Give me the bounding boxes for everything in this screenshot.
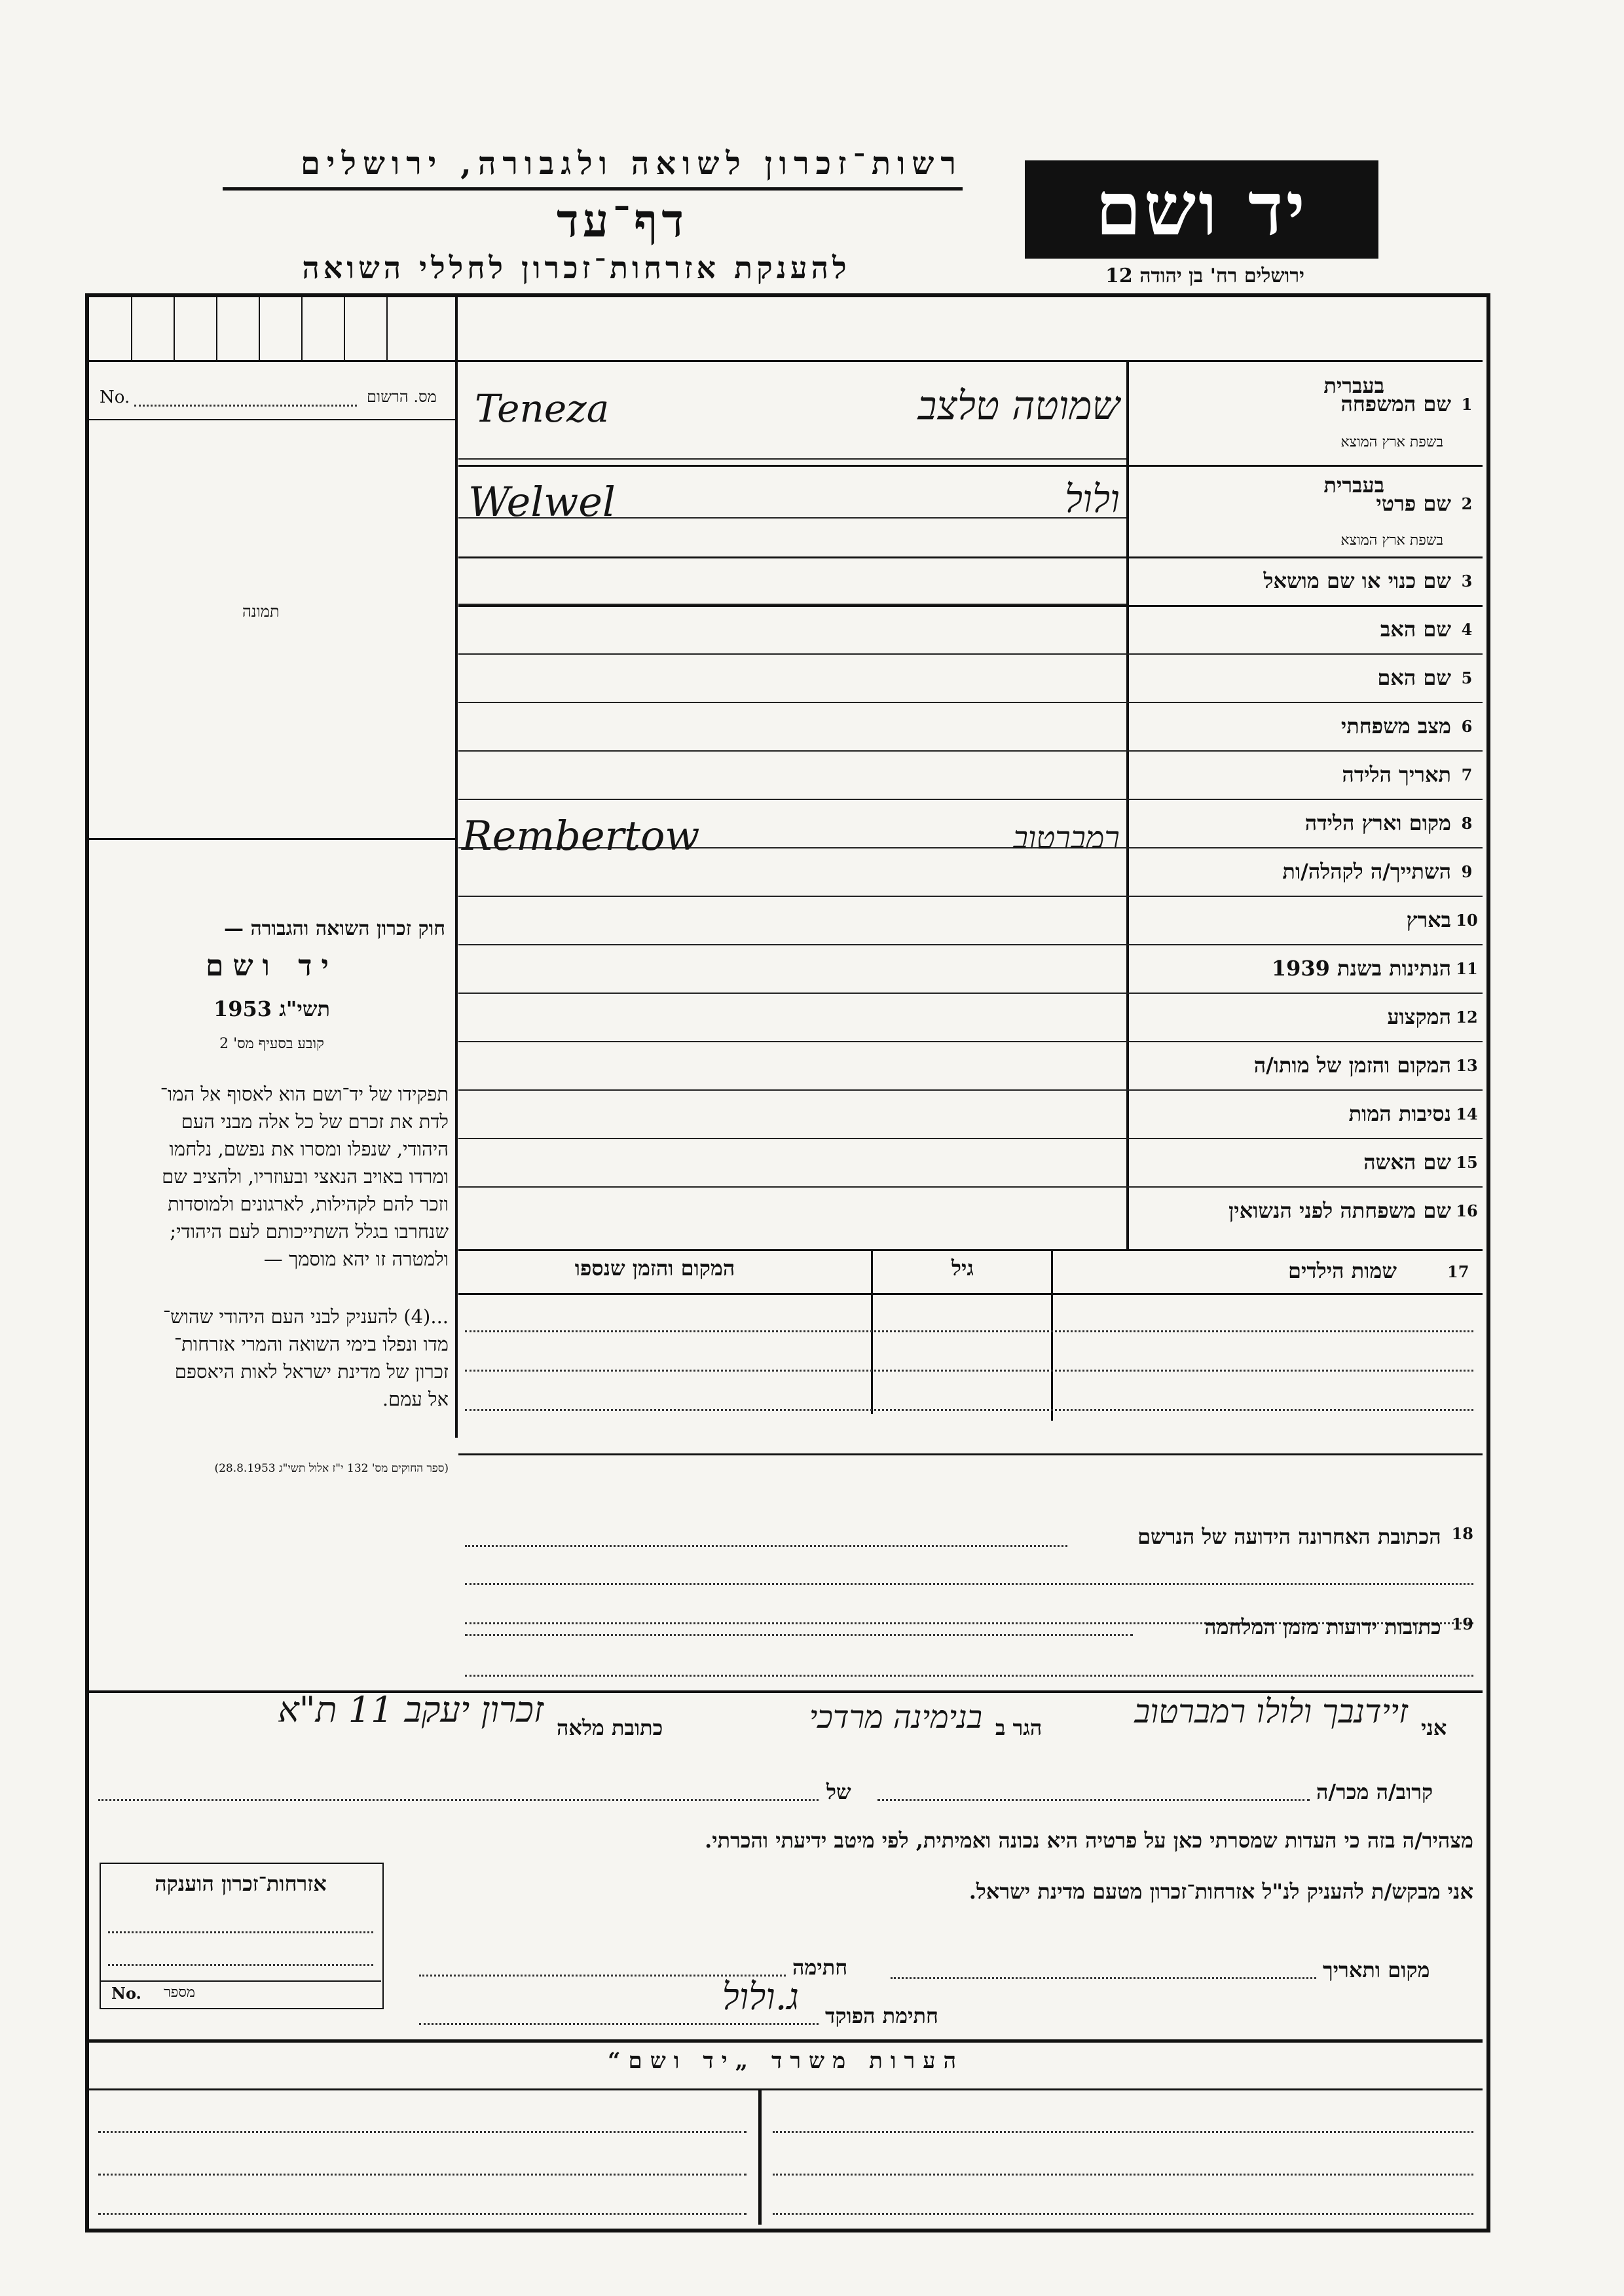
declaration-request: אני מבקש/ת להעניק לנ"ל אזרחות־זכרון מטעם מדינת ישראל. — [969, 1879, 1473, 1904]
field-labels — [1126, 360, 1483, 1250]
declaration-relative-label: קרוב/ה מכר/ה — [1316, 1779, 1433, 1804]
field-16-bottom — [458, 1249, 1483, 1251]
children-table-bottom — [458, 1453, 1483, 1455]
field-1-bottom — [458, 465, 1483, 467]
law-heading: חוק זכרון השואה והגבורה — — [224, 917, 445, 940]
office-notes-divider — [758, 2090, 762, 2225]
children-col-divider-2 — [1051, 1250, 1053, 1421]
signature-label: חתימה — [792, 1955, 848, 1980]
declaration-i-value: זיידנבך ולולו רמברטוב — [1134, 1692, 1408, 1730]
page-title: דף־עד — [556, 193, 688, 247]
field-8-value-hebrew: רמברטוב — [1012, 820, 1120, 856]
law-paragraph: תפקידו של יד־ושם הוא לאסוף אל המו־ לדת את זכרם של כל אלה מבני העם היהודי, שנפלו ומסרו את נפשם, נלחמו ומרדו באויב הנאצי ובעוזריו, ולהציב שם וזכר להם לקהילות, לארגונים ולמוסדות שנחרבו בגלל השתייכותם לעם היהודי; ולמטרה זו יהא מוסמך — — [160, 1083, 449, 1270]
stamp-box-title: אזרחות־זכרון הוענקה — [155, 1871, 327, 1896]
officer-signature-label: חתימת הפוקד — [825, 2003, 938, 2028]
field-1-lang-hebrew: בעברית — [1323, 373, 1384, 398]
field-10-label: 10 בארץ — [1406, 907, 1478, 932]
field-1-lang-origin: בשפת ארץ המוצא — [1340, 434, 1443, 450]
field-2-value-hebrew: ולול — [1065, 477, 1120, 521]
field-7-label: 7 תאריך הלידה — [1342, 762, 1473, 787]
stamp-box-no: No. — [111, 1984, 141, 2003]
declaration-resident-value: בנימינה מרדכי — [809, 1699, 982, 1736]
field-8-value-origin: Rembertow — [462, 812, 700, 860]
declaration-i-label: אני — [1421, 1715, 1447, 1740]
field-1-label: 1 שם המשפחה — [1340, 392, 1473, 416]
field-14-label: 14 נסיבות המות — [1348, 1101, 1478, 1126]
law-year: תשי"ג 1953 — [213, 996, 330, 1021]
law-reference: (ספר החוקים מס' 132 י"ז אלול תשי"ג 28.8.1953) — [214, 1462, 449, 1475]
photo-label: תמונה — [242, 602, 280, 621]
field-1-value-origin: Teneza — [475, 386, 610, 431]
field-18-label: 18 הכתובת האחרונה הידועה של הנרשם — [1137, 1524, 1473, 1549]
field-5-label: 5 שם האם — [1377, 665, 1473, 690]
field-13-label: 13 המקום והזמן של מותו/ה — [1253, 1053, 1478, 1078]
stamp-box-number-label: מספר — [164, 1984, 195, 2001]
field-2-lang-origin: בשפת ארץ המוצא — [1340, 532, 1443, 549]
photo-area-bottom — [89, 838, 456, 840]
field-1-value-hebrew: שמוטה טלצב — [917, 383, 1120, 429]
field-11-label: 11 הנתינות בשנת 1939 — [1271, 956, 1478, 981]
field-2-label: 2 שם פרטי — [1376, 491, 1473, 516]
office-notes-title: הערות משרד „יד ושם“ — [607, 2048, 965, 2074]
field-2-bottom — [458, 556, 1483, 558]
declaration-statement: מצהיר/ה בזה כי העדות שמסרתי כאן על פרטיה היא נכונה ואמיתית, לפי מיטב ידיעתי והכרתי. — [705, 1828, 1473, 1853]
law-name: יד ושם — [206, 949, 338, 983]
declaration-address-value: זכרון יעקב 11 ת"א — [278, 1689, 544, 1730]
declaration-address-label: כתובת מלאה — [557, 1715, 663, 1740]
office-notes-top — [89, 2039, 1483, 2043]
children-field-number: 17 — [1447, 1262, 1469, 1281]
declaration-resident-label: הגר ב — [995, 1715, 1043, 1740]
field-4-label: 4 שם האב — [1380, 617, 1473, 642]
registration-no-label: No. — [100, 388, 130, 407]
children-col-divider-1 — [871, 1250, 873, 1414]
yad-vashem-logo: יד ושם — [1025, 160, 1378, 259]
field-6-label: 6 מצב משפחתי — [1340, 714, 1473, 738]
logo-address: ירושלים רח' בן יהודה 12 — [1105, 264, 1304, 287]
field-9-label: 9 השתייך/ה לקהלה/ות — [1282, 859, 1473, 884]
page-subtitle: להענקת אזרחות־זכרון לחללי השואה — [302, 250, 851, 285]
place-date-label: מקום ותאריך — [1323, 1958, 1430, 1982]
children-col-place: המקום והזמן שנספו — [574, 1256, 735, 1281]
field-15-label: 15 שם האשה — [1363, 1150, 1478, 1175]
left-column-divider — [455, 297, 458, 1438]
field-12-label: 12 המקצוע — [1387, 1004, 1478, 1029]
children-col-names: שמות הילדים — [1288, 1258, 1397, 1283]
children-header-bottom — [458, 1293, 1483, 1295]
field-2-lang-hebrew: בעברית — [1323, 473, 1384, 498]
officer-signature: ג.ולול — [722, 1976, 799, 2018]
law-clause: קובע בסעיף מס' 2 — [219, 1036, 324, 1052]
field-19-label: 19 כתובות ידועות מזמן המלחמה — [1204, 1614, 1473, 1639]
children-col-age: גיל — [951, 1256, 974, 1281]
authority-name: רשות־זכרון לשואה ולגבורה, ירושלים — [300, 145, 963, 182]
field-8-label: 8 מקום וארץ הלידה — [1304, 811, 1473, 835]
law-paragraph-2: ...(4) להעניק לבני העם היהודי שהוש־ מדו ונפלו בימי השואה והמרי אזרחות־ זכרון של מדינת ישראל לאות היאספם אל עמם. — [162, 1305, 449, 1410]
header-underline — [223, 187, 963, 191]
registration-label: מס. הרשום — [367, 388, 437, 406]
field-2-value-origin: Welwel — [468, 478, 616, 526]
field-3-label: 3 שם כנוי או שם מושאל — [1263, 568, 1473, 593]
field-16-label: 16 שם משפחתה לפני הנשואין — [1228, 1198, 1478, 1223]
declaration-of-label: של — [826, 1779, 851, 1804]
